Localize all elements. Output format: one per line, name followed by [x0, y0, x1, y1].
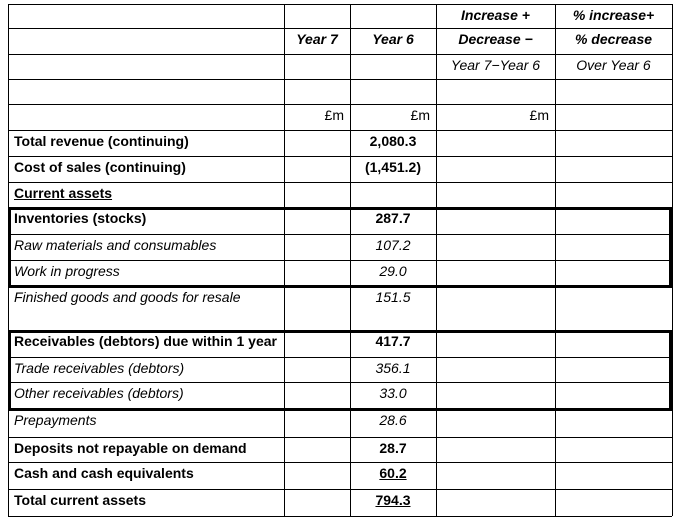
row-line [8, 382, 672, 383]
row-line [8, 489, 672, 490]
row-label: Cash and cash equivalents [14, 465, 194, 481]
row-label: Raw materials and consumables [14, 237, 217, 253]
row-label: Total current assets [14, 492, 147, 508]
row-line [8, 156, 672, 157]
row-year6-value: 356.1 [375, 360, 411, 376]
row-year6-value: 60.2 [379, 465, 407, 481]
row-year6-value: 151.5 [375, 289, 411, 305]
row-line [8, 462, 672, 463]
row-year6-value: 107.2 [375, 237, 411, 253]
column-line [284, 4, 285, 516]
row-year6-value: (1,451.2) [364, 159, 422, 175]
header-year-diff: Year 7−Year 6 [450, 57, 541, 73]
row-year6-value: 287.7 [375, 210, 411, 226]
row-year6-value: 794.3 [375, 492, 411, 508]
receivables-detail-box [669, 330, 672, 411]
header-percent-decrease: % decrease [574, 31, 653, 47]
column-line [672, 4, 673, 516]
header-decrease: Decrease − [458, 31, 533, 47]
row-line [8, 357, 672, 358]
row-year6-value: 28.6 [379, 412, 407, 428]
header-increase: Increase + [461, 7, 530, 23]
row-label: Prepayments [14, 412, 97, 428]
row-label: Total revenue (continuing) [14, 133, 189, 149]
column-line [436, 4, 437, 516]
row-label: Cost of sales (continuing) [14, 159, 186, 175]
unit-diff: £m [529, 107, 549, 123]
row-line [8, 182, 672, 183]
row-line [8, 104, 672, 105]
row-year6-value: 28.7 [379, 440, 407, 456]
row-year6-value: 33.0 [379, 385, 407, 401]
row-line [8, 234, 672, 235]
row-year6-value: 2,080.3 [369, 133, 417, 149]
row-line [8, 260, 672, 261]
row-line [8, 54, 672, 55]
row-label: Receivables (debtors) due within 1 year [14, 333, 277, 349]
row-label: Finished goods and goods for resale [14, 289, 241, 305]
unit-year6: £m [410, 107, 430, 123]
row-year6-value [350, 185, 436, 207]
row-label: Other receivables (debtors) [14, 385, 184, 401]
row-line [8, 28, 672, 29]
row-year6-value: 417.7 [375, 333, 411, 349]
header-over-year6: Over Year 6 [576, 57, 651, 73]
row-line [8, 4, 672, 5]
row-year6-value: 29.0 [379, 263, 407, 279]
inventory-detail-box [669, 207, 672, 288]
row-label: Current assets [14, 185, 113, 201]
header-year6: Year 6 [372, 31, 414, 47]
row-label: Inventories (stocks) [14, 210, 147, 226]
row-line [8, 130, 672, 131]
row-line [8, 437, 672, 438]
header-year7: Year 7 [296, 31, 338, 47]
column-line [555, 4, 556, 516]
row-line [8, 79, 672, 80]
unit-year7: £m [324, 107, 344, 123]
row-label: Deposits not repayable on demand [14, 440, 247, 456]
row-label: Work in progress [14, 263, 120, 279]
row-line [8, 516, 672, 517]
financial-table [8, 4, 672, 516]
row-label: Trade receivables (debtors) [14, 360, 185, 376]
header-percent-increase: % increase+ [572, 7, 655, 23]
